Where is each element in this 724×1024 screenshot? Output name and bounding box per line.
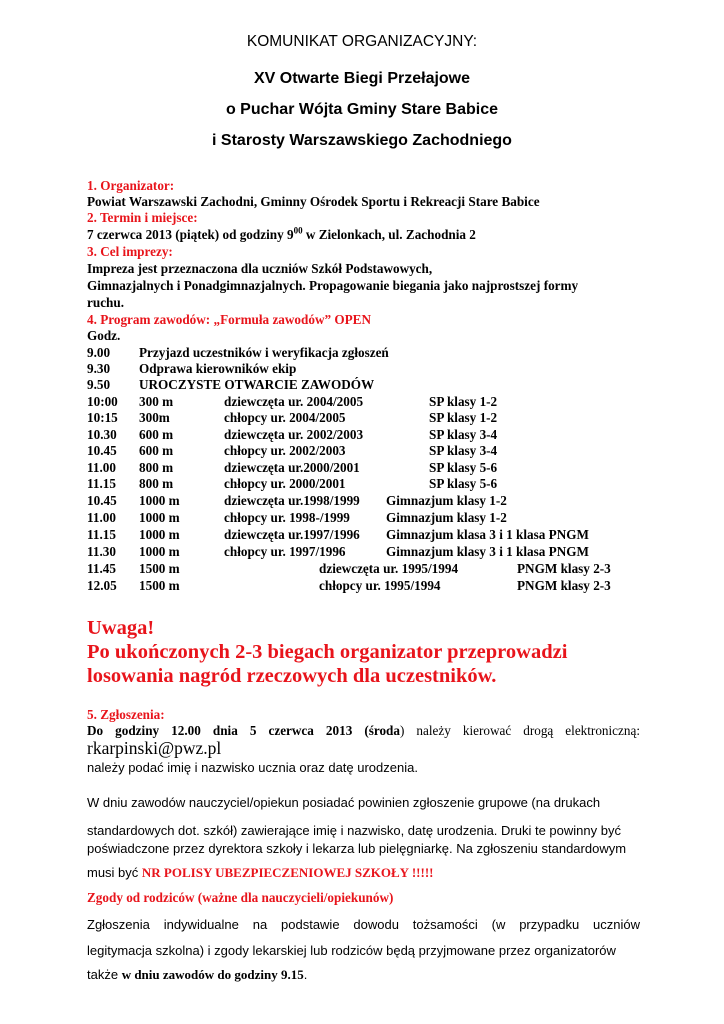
document-title-line-2: o Puchar Wójta Gminy Stare Babice [225,101,499,118]
race-time: 11.15 [87,476,116,491]
race-distance: 1500 m [139,578,180,593]
zgody-line-2: legitymacja szkolna) i zgody lekarskiej lub rodziców będą przyjmowane przez organizatorów [87,943,616,958]
race-class: SP klasy 3-4 [429,427,498,442]
race-distance: 1000 m [139,493,180,508]
race-category: dziewczęta ur.1998/1999 [224,493,360,508]
race-distance: 1000 m [139,544,180,559]
race-class: Gimnazjum klasa 3 i 1 klasa PNGM [386,527,589,542]
race-class: SP klasy 5-6 [429,476,498,491]
race-time: 11.00 [87,510,116,525]
race-distance: 800 m [139,460,174,475]
document-label: KOMUNIKAT ORGANIZACYJNY: [246,33,478,50]
insurance-warning: NR POLISY UBEZPIECZENIOWEJ SZKOŁY !!!!! [141,865,434,880]
race-class: SP klasy 1-2 [429,410,498,425]
race-time: 11.00 [87,460,116,475]
termin-date: 7 czerwca 2013 (piątek) od godziny 9 [87,227,294,242]
race-category: chłopcy ur. 2004/2005 [224,410,346,425]
race-distance: 1000 m [139,527,180,542]
race-distance: 600 m [139,443,174,458]
paragraph-line-2: standardowych dot. szkół) zawierające imię i nazwisko, datę urodzenia. Druki te powinny być [87,823,621,838]
notice-line-2: losowania nagród rzeczowych dla uczestników. [87,665,497,687]
notice-line-1: Po ukończonych 2-3 biegach organizator przeprowadzi [87,641,568,663]
intro-time: 9.30 [87,361,111,376]
contact-email[interactable]: rkarpinski@pwz.pl [87,738,222,758]
document-title-line-1: XV Otwarte Biegi Przełajowe [253,70,471,87]
race-category: chłopcy ur. 1997/1996 [224,544,346,559]
race-distance: 1000 m [139,510,180,525]
intro-text: Odprawa kierowników ekip [139,361,297,376]
termin-heading: 2. Termin i miejsce: [87,210,198,225]
race-category: chłopcy ur. 1998-/1999 [224,510,350,525]
race-time: 10:15 [87,410,118,425]
race-time: 12.05 [87,578,117,593]
race-time: 10:00 [87,394,118,409]
race-distance: 600 m [139,427,174,442]
race-time: 10.45 [87,493,117,508]
zgody-line-3 [87,967,307,983]
organizer-heading: 1. Organizator: [87,178,175,193]
race-category: chłopcy ur. 2002/2003 [224,443,346,458]
termin-text [87,227,476,243]
paragraph-line-4-text: musi być [87,865,142,880]
race-distance: 1500 m [139,561,180,576]
zgloszenia-deadline-date: Do godziny 12.00 dnia 5 czerwca 2013 (środa [87,723,400,738]
paragraph-line-1: W dniu zawodów nauczyciel/opiekun posiadać powinien zgłoszenie grupowe (na drukach [87,795,601,810]
cel-line-2: Gimnazjalnych i Ponadgimnazjalnych. Propagowanie biegania jako najprostszej formy [87,278,579,293]
organizer-text: Powiat Warszawski Zachodni, Gminny Ośrodek Sportu i Rekreacji Stare Babice [87,194,540,209]
race-time: 11.45 [87,561,116,576]
race-class: SP klasy 3-4 [429,443,498,458]
zgody-line-1: Zgłoszenia indywidualne na podstawie dowodu tożsamości (w przypadku uczniów [87,917,640,932]
race-category: dziewczęta ur. 2002/2003 [224,427,364,442]
race-class: PNGM klasy 2-3 [517,561,611,576]
termin-place: w Zielonkach, ul. Zachodnia 2 [302,227,476,242]
zgloszenia-deadline [87,723,640,739]
race-category: dziewczęta ur.2000/2001 [224,460,360,475]
zgloszenia-deadline-rest: ) należy kierować drogą elektroniczną: [399,723,640,738]
intro-text: UROCZYSTE OTWARCIE ZAWODÓW [139,377,375,392]
zgody-deadline: w dniu zawodów do godziny 9.15 [121,967,304,982]
race-category: chłopcy ur. 1995/1994 [319,578,441,593]
race-time: 11.15 [87,527,116,542]
intro-time: 9.50 [87,377,111,392]
race-time: 11.30 [87,544,116,559]
zgloszenia-instruction: należy podać imię i nazwisko ucznia oraz datę urodzenia. [87,760,418,775]
race-class: Gimnazjum klasy 1-2 [386,493,507,508]
race-category: chłopcy ur. 2000/2001 [224,476,346,491]
race-category: dziewczęta ur. 1995/1994 [319,561,459,576]
document-title-line-3: i Starosty Warszawskiego Zachodniego [212,132,512,149]
race-distance: 300m [139,410,170,425]
cel-heading: 3. Cel imprezy: [87,244,173,259]
termin-time-sup: 00 [293,225,303,236]
race-category: dziewczęta ur. 2004/2005 [224,394,364,409]
race-time: 10.30 [87,427,117,442]
paragraph-line-3: poświadczone przez dyrektora szkoły i lekarza lub pielęgniarkę. Na zgłoszeniu standardowym [87,841,627,856]
zgody-line-3-end: . [303,967,308,982]
zgody-heading: Zgody od rodziców (ważne dla nauczycieli/opiekunów) [87,890,394,905]
race-class: SP klasy 1-2 [429,394,498,409]
program-heading: 4. Program zawodów: „Formuła zawodów” OPEN [87,312,371,327]
race-distance: 800 m [139,476,174,491]
race-class: SP klasy 5-6 [429,460,498,475]
intro-text: Przyjazd uczestników i weryfikacja zgłoszeń [139,345,389,360]
paragraph-line-4 [87,865,433,881]
cel-line-1: Impreza jest przeznaczona dla uczniów Szkół Podstawowych, [87,261,433,276]
race-time: 10.45 [87,443,117,458]
program-godz-label: Godz. [87,328,121,343]
notice-heading: Uwaga! [87,617,155,639]
zgody-line-3-start: także [87,967,122,982]
race-distance: 300 m [139,394,174,409]
race-category: dziewczęta ur.1997/1996 [224,527,360,542]
race-class: Gimnazjum klasy 1-2 [386,510,507,525]
cel-line-3: ruchu. [87,295,125,310]
intro-time: 9.00 [87,345,111,360]
zgloszenia-heading: 5. Zgłoszenia: [87,707,165,722]
race-class: PNGM klasy 2-3 [517,578,611,593]
race-class: Gimnazjum klasy 3 i 1 klasa PNGM [386,544,589,559]
